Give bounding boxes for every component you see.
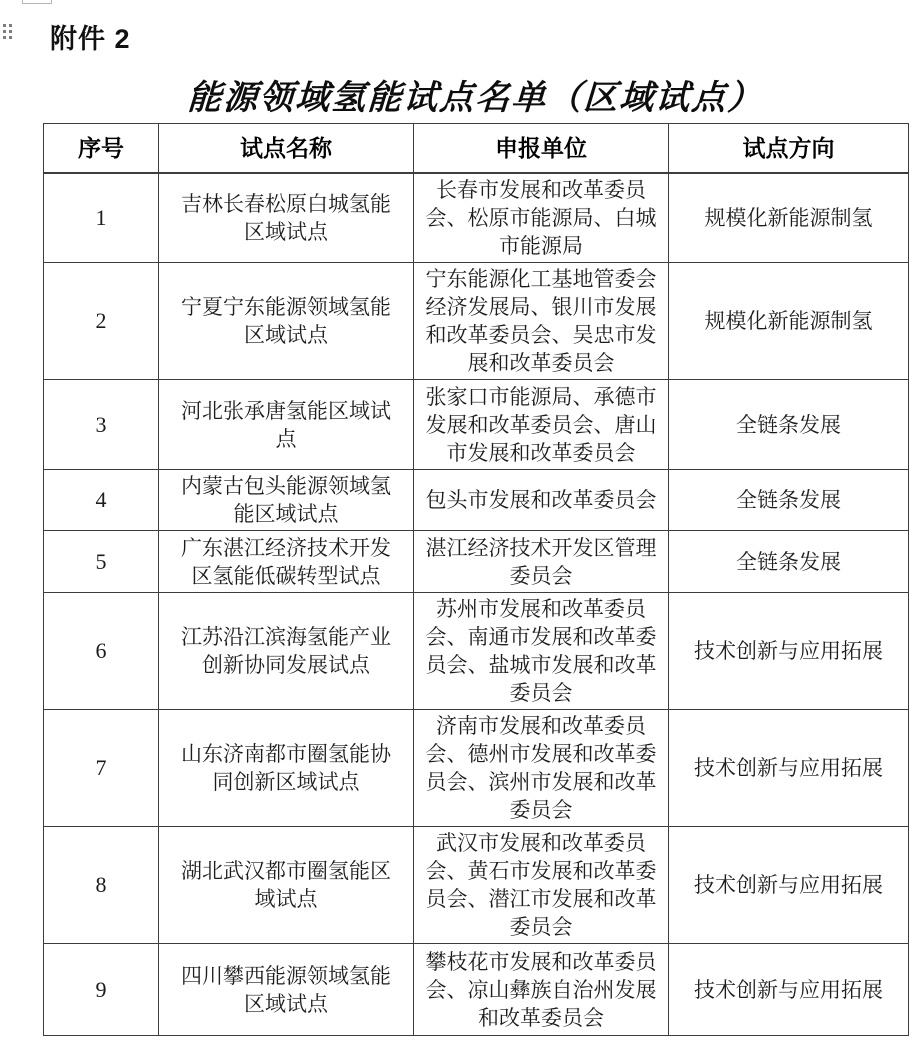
document-title: 能源领域氢能试点名单（区域试点） [186, 78, 765, 118]
cell-serial-number: 6 [44, 593, 159, 710]
drag-handle-dot [9, 24, 12, 27]
table-row [44, 470, 909, 531]
cell-applicant-unit: 长春市发展和改革委员会、松原市能源局、白城市能源局 [414, 173, 669, 263]
cell-serial-number: 4 [44, 470, 159, 531]
cell-serial-number: 2 [44, 263, 159, 380]
cell-pilot-direction: 全链条发展 [669, 531, 909, 593]
cell-pilot-direction: 技术创新与应用拓展 [669, 944, 909, 1036]
drag-handle-dot [9, 30, 12, 33]
table-row [44, 944, 909, 1036]
cell-applicant-unit: 湛江经济技术开发区管理委员会 [414, 531, 669, 593]
cell-applicant-unit: 宁东能源化工基地管委会经济发展局、银川市发展和改革委员会、吴忠市发展和改革委员会 [414, 263, 669, 380]
pilot-list-table [43, 123, 909, 1036]
table-header-row [44, 124, 909, 173]
drag-handle-dot [3, 36, 6, 39]
drag-handle-icon[interactable] [3, 24, 12, 39]
cell-pilot-name: 湖北武汉都市圈氢能区域试点 [159, 827, 414, 944]
cell-pilot-direction: 规模化新能源制氢 [669, 263, 909, 380]
cell-applicant-unit: 张家口市能源局、承德市发展和改革委员会、唐山市发展和改革委员会 [414, 380, 669, 470]
header-pilot-name: 试点名称 [159, 124, 414, 173]
table-row [44, 593, 909, 710]
cell-pilot-name: 吉林长春松原白城氢能区域试点 [159, 173, 414, 263]
cell-serial-number: 5 [44, 531, 159, 593]
cell-serial-number: 8 [44, 827, 159, 944]
cell-pilot-name: 内蒙古包头能源领域氢能区域试点 [159, 470, 414, 531]
header-applicant-unit: 申报单位 [414, 124, 669, 173]
cell-pilot-direction: 技术创新与应用拓展 [669, 593, 909, 710]
table-row [44, 380, 909, 470]
attachment-label: 附件 2 [50, 24, 131, 54]
cell-pilot-name: 河北张承唐氢能区域试点 [159, 380, 414, 470]
cell-pilot-direction: 全链条发展 [669, 380, 909, 470]
cell-pilot-direction: 技术创新与应用拓展 [669, 827, 909, 944]
header-serial-number: 序号 [44, 124, 159, 173]
cell-pilot-direction: 全链条发展 [669, 470, 909, 531]
cell-applicant-unit: 攀枝花市发展和改革委员会、凉山彝族自治州发展和改革委员会 [414, 944, 669, 1036]
table-row [44, 173, 909, 263]
cell-pilot-direction: 技术创新与应用拓展 [669, 710, 909, 827]
table-row [44, 531, 909, 593]
cell-applicant-unit: 济南市发展和改革委员会、德州市发展和改革委员会、滨州市发展和改革委员会 [414, 710, 669, 827]
cell-pilot-name: 江苏沿江滨海氢能产业创新协同发展试点 [159, 593, 414, 710]
cell-serial-number: 1 [44, 173, 159, 263]
cell-applicant-unit: 武汉市发展和改革委员会、黄石市发展和改革委员会、潜江市发展和改革委员会 [414, 827, 669, 944]
cell-serial-number: 3 [44, 380, 159, 470]
cell-pilot-direction: 规模化新能源制氢 [669, 173, 909, 263]
cell-applicant-unit: 包头市发展和改革委员会 [414, 470, 669, 531]
cell-serial-number: 7 [44, 710, 159, 827]
drag-handle-dot [9, 36, 12, 39]
table-row [44, 263, 909, 380]
table-row [44, 827, 909, 944]
drag-handle-dot [3, 24, 6, 27]
cell-applicant-unit: 苏州市发展和改革委员会、南通市发展和改革委员会、盐城市发展和改革委员会 [414, 593, 669, 710]
table-row [44, 710, 909, 827]
cutoff-box-artifact [22, 0, 52, 4]
drag-handle-dot [3, 30, 6, 33]
cell-pilot-name: 四川攀西能源领域氢能区域试点 [159, 944, 414, 1036]
header-pilot-direction: 试点方向 [669, 124, 909, 173]
cell-pilot-name: 山东济南都市圈氢能协同创新区域试点 [159, 710, 414, 827]
cell-pilot-name: 宁夏宁东能源领域氢能区域试点 [159, 263, 414, 380]
cell-serial-number: 9 [44, 944, 159, 1036]
cell-pilot-name: 广东湛江经济技术开发区氢能低碳转型试点 [159, 531, 414, 593]
